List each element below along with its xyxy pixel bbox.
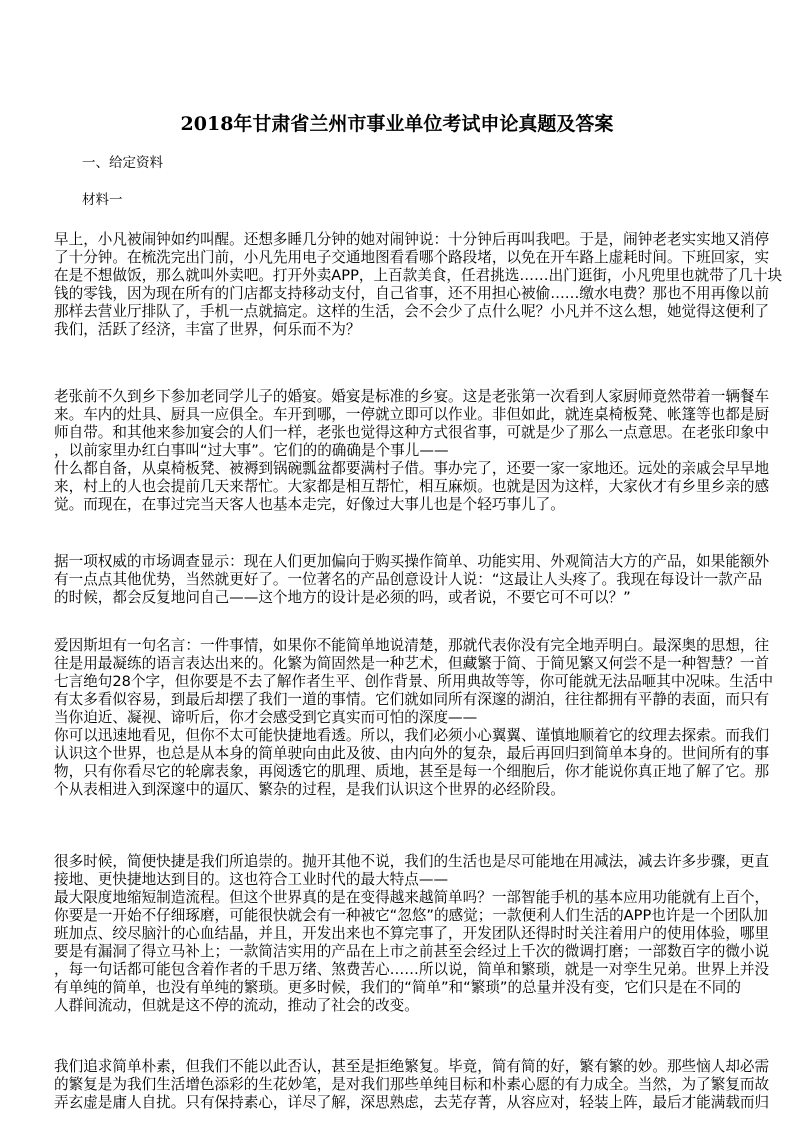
text-line: ，以前家里办红白事叫“过大事”。它们的的确确是个事儿—— [54,442,449,459]
text-line: 了十分钟。在梳洗完出门前，小凡先用电子交通地图看看哪个路段堵，以免在开车路上虚耗时间。下班回家，实 [54,249,770,266]
text-line: ，每一句话都可能包含着作者的千思万绪、煞费苦心……所以说，简单和繁琐，就是一对孪生兄弟。世界上并没 [54,961,770,978]
text-line: 我们追求简单朴素，但我们不能以此否认，甚至是拒绝繁复。毕竟，简有简的好，繁有繁的妙。那些恼人却必需 [54,1058,770,1075]
text-line: 物，只有你看尽它的轮廓表象，再阅透它的肌理、质地，甚至是每一个细胞后，你才能说你真正地了解了它。那 [54,763,770,780]
text-line: 在是不想做饭，那么就叫外卖吧。打开外卖APP，上百款美食，任君挑选……出门逛街，小凡兜里也就带了几十块 [54,267,783,284]
text-line: 往是用最凝练的语言表达出来的。化繁为简固然是一种艺术，但藏繁于简、于简见繁又何尝不是一种智慧？一首 [54,655,770,672]
paragraph [54,637,774,799]
paragraph [54,553,770,607]
text-line: 据一项权威的市场调查显示：现在人们更加偏向于购买操作简单、功能实用、外观简洁大方的产品，如果能额外 [54,553,770,570]
text-line: 来。车内的灶具、厨具一应俱全。车开到哪，一停就立即可以作业。非但如此，就连桌椅板凳、帐篷等也都是厨 [54,406,770,423]
text-line: 你要是一开始不仔细琢磨，可能很快就会有一种被它“忽悠”的感觉；一款便利人们生活的APP也许是一个团队加 [54,907,769,924]
material-heading: 材料一 [82,192,123,208]
paragraph [54,231,783,339]
text-line: 觉。而现在，在事过完当天客人也基本走完，好像过大事儿也是个轻巧事儿了。 [54,496,565,513]
text-line: 要是有漏洞了得立马补上；一款简洁实用的产品在上市之前甚至会经过上千次的微调打磨；一部数百字的微小说 [54,943,770,960]
text-line: 个从表相进入到深邃中的逼仄、繁杂的过程，是我们认识这个世界的必经阶段。 [54,781,565,798]
text-line: 什么都自备，从桌椅板凳、被褥到锅碗瓢盆都要满村子借。事办完了，还要一家一家地还。远处的亲戚会早早地 [54,460,770,477]
text-line: 七言绝句28个字，但你要是不去了解作者生平、创作背景、所用典故等等，你可能就无法品咂其中况味。生活中 [54,673,774,690]
text-line: 的时候，都会反复地问自己——这个地方的设计是必须的吗，或者说，不要它可不可以？” [54,589,631,606]
text-line: 钱的零钱，因为现在所有的门店都支持移动支付，自己省事，还不用担心被偷……缴水电费？那也不用再像以前 [54,285,770,302]
text-line: 那样去营业厅排队了，手机一点就搞定。这样的生活，会不会少了点什么呢？小凡并不这么想，她觉得这便利了 [54,303,770,320]
text-line: 有一点点其他优势，当然就更好了。一位著名的产品创意设计人说：“这最让人头疼了。我现在每设计一款产品 [54,571,763,588]
text-line: 弄玄虚是庸人自扰。只有保持素心，详尽了解，深思熟虑，去芜存菁，从容应对，轻装上阵，最后才能满载而归 [54,1094,770,1111]
text-line: 有单纯的简单，也没有单纯的繁琐。更多时候，我们的“简单”和“繁琐”的总量并没有变，它们只是在不同的 [54,979,741,996]
text-line: 早上，小凡被闹钟如约叫醒。还想多睡几分钟的她对闹钟说：十分钟后再叫我吧。于是，闹钟老老实实地又消停 [54,231,770,248]
text-line: 我们，活跃了经济，丰富了世界，何乐而不为？ [54,321,361,338]
text-line: 很多时候，简便快捷是我们所追崇的。抛开其他不说，我们的生活也是尽可能地在用减法，减去许多步骤，更直 [54,853,770,870]
text-line: 爱因斯坦有一句名言：一件事情，如果你不能简单地说清楚，那就代表你没有完全地弄明白。最深奥的思想，往 [54,637,770,654]
paragraph [54,1058,770,1112]
paragraph [54,388,770,514]
text-line: 有太多看似容易，到最后却摆了我们一道的事情。它们就如同所有深邃的湖泊，往往都拥有平静的表面，而只有 [54,691,770,708]
text-line: 认识这个世界，也总是从本身的简单驶向由此及彼、由内向外的复杂，最后再回归到简单本身的。世间所有的事 [54,745,770,762]
text-line: 老张前不久到乡下参加老同学儿子的婚宴。婚宴是标准的乡宴。这是老张第一次看到人家厨师竟然带着一辆餐车 [54,388,770,405]
text-line: 人群间流动，但就是这不停的流动，推动了社会的改变。 [54,997,419,1014]
text-line: 当你迫近、凝视、谛听后，你才会感受到它真实而可怕的深度—— [54,709,478,726]
text-line: 最大限度地缩短制造流程。但这个世界真的是在变得越来越简单吗？一部智能手机的基本应用功能就有上百个， [54,889,770,906]
text-line: 接地、更快捷地达到目的。这也符合工业时代的最大特点—— [54,871,449,888]
text-line: 师自带。和其他来参加宴会的人们一样，老张也觉得这种方式很省事，可就是少了那么一点意思。在老张印象中 [54,424,770,441]
section-heading: 一、给定资料 [82,155,163,171]
text-line: 来，村上的人也会提前几天来帮忙。大家都是相互帮忙，相互麻烦。也就是因为这样，大家伙才有乡里乡亲的感 [54,478,770,495]
paragraph [54,853,770,1015]
text-line: 的繁复是为我们生活增色添彩的生花妙笔，是对我们那些单纯目标和朴素心愿的有力成全。当然，为了繁复而故 [54,1076,770,1093]
document-title: 2018年甘肃省兰州市事业单位考试申论真题及答案 [180,113,614,135]
text-line: 你可以迅速地看见，但你不太可能快捷地看透。所以，我们必须小心翼翼、谨慎地顺着它的纹理去探索。而我们 [54,727,770,744]
text-line: 班加点、绞尽脑汁的心血结晶，并且，开发出来也不算完事了，开发团队还得时时关注着用户的使用体验，哪里 [54,925,770,942]
